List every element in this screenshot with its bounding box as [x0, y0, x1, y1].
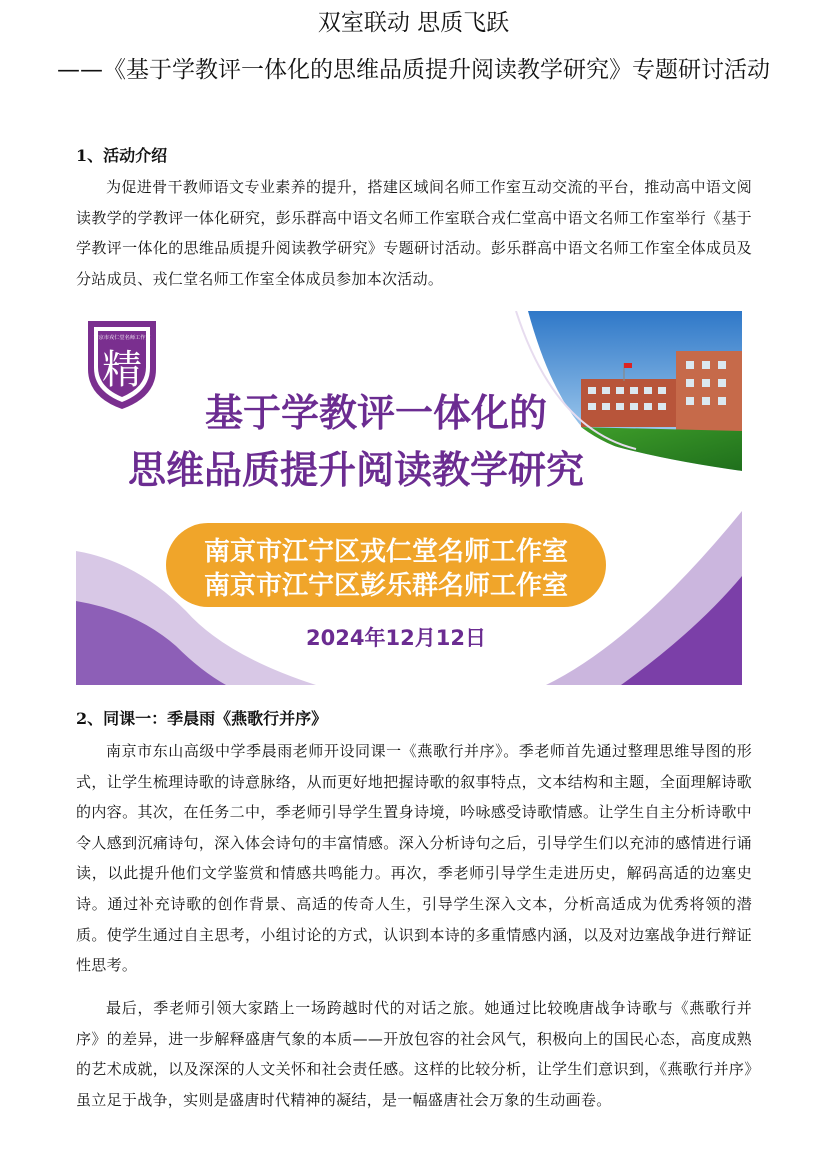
lesson1-paragraph-2: 最后，季老师引领大家踏上一场跨越时代的对话之旅。她通过比较晚唐战争诗歌与《燕歌行并序》的差异，进一步解释盛唐气象的本质——开放包容的社会风气，积极向上的国民心态，高度成熟的艺术成就，以及深深的人文关怀和社会责任感。这样的比较分析，让学生们意识到，《燕歌行并序》虽立足于战争，实则是盛唐时代精神的凝结，是一幅盛唐社会万象的生动画卷。: [76, 999, 752, 1109]
event-banner-image: [76, 311, 742, 685]
lesson1-paragraph-1: 南京市东山高级中学季晨雨老师开设同课一《燕歌行并序》。季老师首先通过整理思维导图的形式，让学生梳理诗歌的诗意脉络，从而更好地把握诗歌的叙事特点，文本结构和主题，全面理解诗歌的内容。其次，在任务二中，季老师引导学生置身诗境，吟咏感受诗歌情感。让学生自主分析诗歌中令人感到沉痛诗句，深入体会诗句的丰富情感。深入分析诗句之后，引导学生们以充沛的感情进行诵读，以此提升他们文学鉴赏和情感共鸣能力。再次，季老师引导学生走进历史，解码高适的边塞史诗。通过补充诗歌的创作背景、高适的传奇人生，引导学生深入文本，分析高适成为优秀将领的潜质。使学生通过自主思考，小组讨论的方式，认识到本诗的多重情感内涵，以及对边塞战争进行辩证性思考。: [76, 742, 752, 975]
intro-paragraph: 为促进骨干教师语文专业素养的提升，搭建区域间名师工作室互动交流的平台，推动高中语文阅读教学的学教评一体化研究，彭乐群高中语文名师工作室联合戎仁堂高中语文名师工作室举行《基于学教评一体化的思维品质提升阅读教学研究》专题研讨活动。彭乐群高中语文名师工作室全体成员及分站成员、戎仁堂名师工作室全体成员参加本次活动。: [76, 178, 752, 288]
page-title: 双室联动 思质飞跃: [317, 10, 510, 36]
banner-title-line1: 基于学教评一体化的: [204, 391, 548, 435]
studio-logo: [88, 321, 156, 409]
banner-title-line2: 思维品质提升阅读教学研究: [127, 448, 585, 492]
banner-date: 2024年12月12日: [306, 626, 486, 650]
campus-photo: [528, 311, 742, 471]
logo-character: 精: [102, 347, 142, 393]
logo-ring-text: 南京市戎仁堂名师工作室: [93, 335, 151, 341]
banner-org-line1: 南京市江宁区戎仁堂名师工作室: [203, 537, 569, 567]
section-heading-lesson1: 2、同课一：季晨雨《燕歌行并序》: [76, 709, 328, 728]
banner-org-line2: 南京市江宁区彭乐群名师工作室: [203, 571, 569, 601]
page-subtitle: ——《基于学教评一体化的思维品质提升阅读教学研究》专题研讨活动: [57, 57, 770, 83]
section-heading-intro: 1、活动介绍: [76, 146, 168, 165]
